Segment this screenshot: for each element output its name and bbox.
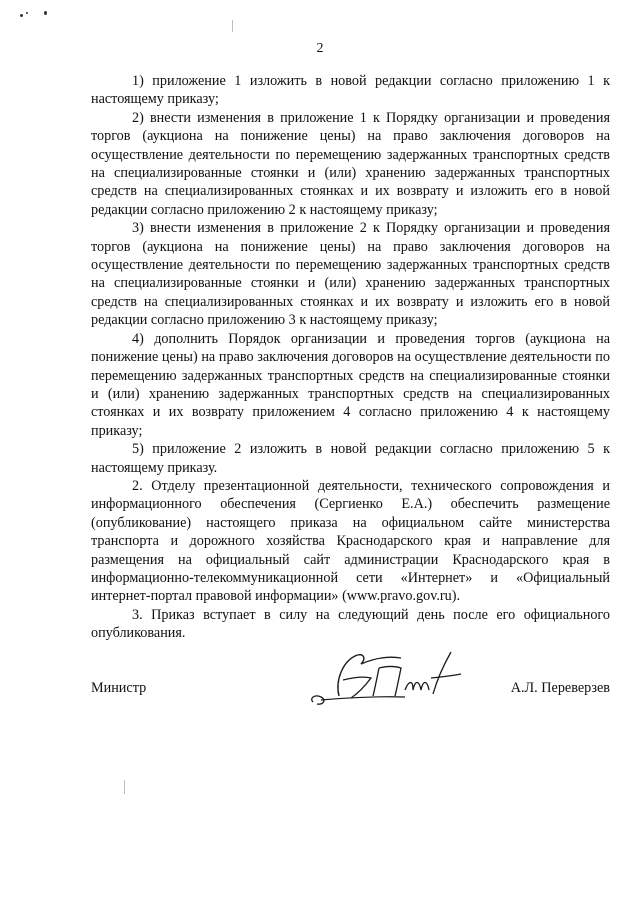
paragraph: 4) дополнить Порядок организации и проведения торгов (аукциона на понижение цены) на право заключения договоров на осуществление деятельности по перемещению задержанных транспортных средств на специализированные стоянки и (или) хранению задержанных транспортных средств на специализированных стоянках и их возврату приложением 4 согласно приложению 4 к настоящему приказу; bbox=[91, 330, 610, 439]
scan-dot bbox=[44, 11, 47, 15]
document-body bbox=[91, 72, 610, 643]
paragraph: 2) внести изменения в приложение 1 к Порядку организации и проведения торгов (аукциона на понижение цены) на право заключения договоров на осуществление деятельности по перемещению задержанных транспортных средств на специализированные стоянки и (или) хранению задержанных транспортных средств на специализированных стоянках и их возврату и изложить его в новой редакции согласно приложению 2 к настоящему приказу; bbox=[91, 109, 610, 218]
handwritten-signature bbox=[305, 650, 475, 708]
paragraph: 5) приложение 2 изложить в новой редакции согласно приложению 5 к настоящему приказу. bbox=[91, 441, 610, 476]
paragraph: 1) приложение 1 изложить в новой редакции согласно приложению 1 к настоящему приказу; bbox=[91, 73, 610, 108]
scan-line bbox=[124, 780, 125, 794]
scan-dot bbox=[20, 14, 23, 17]
scan-line bbox=[232, 20, 233, 32]
paragraph: 3) внести изменения в приложение 2 к Порядку организации и проведения торгов (аукциона на понижение цены) на право заключения договоров на осуществление деятельности по перемещению задержанных транспортных средств на специализированные стоянки и (или) хранению задержанных транспортных средств на специализированных стоянках и их возврату и изложить его в новой редакции согласно приложению 3 к настоящему приказу; bbox=[91, 220, 610, 329]
scan-dot bbox=[26, 12, 28, 14]
signer-position: Министр bbox=[91, 680, 147, 696]
paragraph: 2. Отделу презентационной деятельности, технического сопровождения и информационного обеспечения (Сергиенко Е.А.) обеспечить размещение (опубликование) настоящего приказа на официальном сайте министерства транспорта и дорожного хозяйства Краснодарского края и направление для размещения на официальный сайт администрации Краснодарского края в информационно-телекоммуникационной сети «Интернет» и «Официальный интернет-портал правовой информации» (www.pravo.gov.ru). bbox=[91, 477, 610, 605]
signer-name: А.Л. Переверзев bbox=[510, 680, 610, 696]
page-number: 2 bbox=[316, 41, 324, 56]
paragraph: 3. Приказ вступает в силу на следующий день после его официального опубликования. bbox=[91, 606, 610, 642]
signature-block bbox=[91, 650, 610, 710]
